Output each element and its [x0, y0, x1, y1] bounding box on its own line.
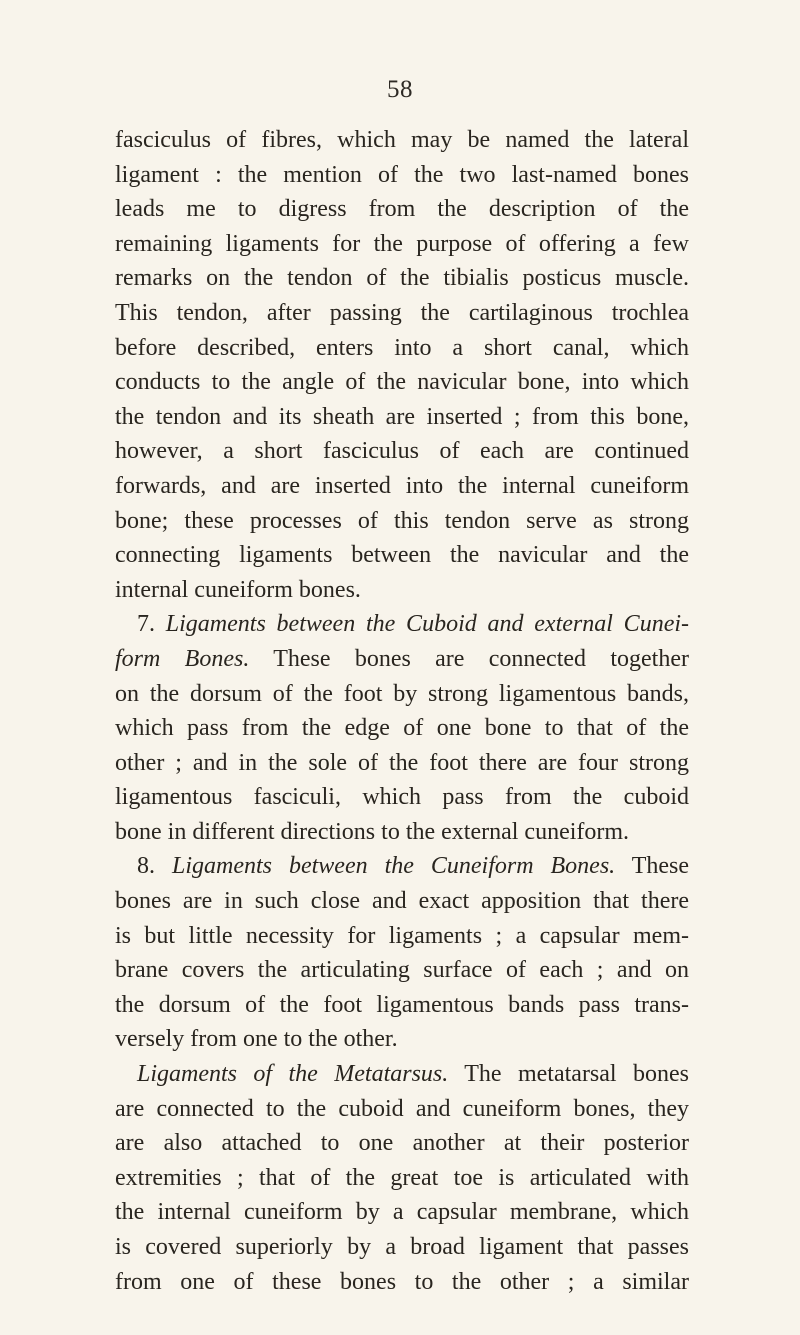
- body-text: [115, 123, 689, 1299]
- section-7-number: 7.: [137, 611, 155, 638]
- text-line: leads me to digress from the description of the: [115, 196, 689, 223]
- section-8-heading-line: [115, 849, 689, 884]
- text-line: bone; these processes of this tendon serve as strong: [115, 507, 689, 534]
- section-9-heading-line: [115, 1057, 689, 1092]
- text-line: forwards, and are inserted into the internal cuneiform: [115, 472, 689, 499]
- text-line: fasciculus of fibres, which may be named the lateral: [115, 127, 689, 153]
- text-line: This tendon, after passing the cartilaginous trochlea: [115, 299, 689, 326]
- text-line: is but little necessity for ligaments ; a capsular mem-: [115, 922, 689, 949]
- page-number: 58: [387, 76, 413, 103]
- section-8-number: 8.: [137, 853, 155, 880]
- section-7-title-cont: form Bones.: [115, 645, 250, 672]
- section-8-text: These: [615, 853, 690, 880]
- section-9-text: The metatarsal bones: [448, 1061, 690, 1088]
- section-7-heading-line: [115, 607, 689, 642]
- text-line: bones are in such close and exact apposition that there: [115, 888, 689, 915]
- section-7-title: Ligaments between the Cuboid and external Cunei-: [165, 611, 690, 638]
- text-line: before described, enters into a short canal, which: [115, 334, 689, 361]
- text-line: on the dorsum of the foot by strong ligamentous bands,: [115, 680, 689, 707]
- text-line: conducts to the angle of the navicular bone, into which: [115, 369, 689, 396]
- text-line: which pass from the edge of one bone to that of the: [115, 715, 689, 742]
- text-line: the internal cuneiform by a capsular membrane, which: [115, 1199, 689, 1226]
- text-line: is covered superiorly by a broad ligament that passes: [115, 1234, 689, 1260]
- text-line: ligamentous fasciculi, which pass from the cuboid: [115, 784, 689, 811]
- text-line: other ; and in the sole of the foot there are four strong: [115, 749, 689, 776]
- section-7-continuation-line: [115, 642, 689, 677]
- text-line: from one of these bones to the other ; a similar: [115, 1268, 689, 1295]
- section-8-title: Ligaments between the Cuneiform Bones.: [171, 853, 616, 880]
- text-line: are connected to the cuboid and cuneiform bones, they: [115, 1095, 689, 1122]
- text-line: internal cuneiform bones.: [115, 576, 361, 603]
- text-line: versely from one to the other.: [115, 1026, 398, 1053]
- text-line: extremities ; that of the great toe is articulated with: [115, 1164, 689, 1191]
- text-line: the tendon and its sheath are inserted ; from this bone,: [115, 403, 689, 430]
- text-line: bone in different directions to the external cuneiform.: [115, 818, 630, 845]
- text-line: connecting ligaments between the navicular and the: [115, 542, 689, 569]
- text-line: remarks on the tendon of the tibialis posticus muscle.: [115, 265, 689, 292]
- text-line: the dorsum of the foot ligamentous bands pass trans-: [115, 991, 689, 1018]
- section-9-title: Ligaments of the Metatarsus.: [137, 1061, 449, 1088]
- text-line: remaining ligaments for the purpose of offering a few: [115, 230, 689, 257]
- text-line: are also attached to one another at their posterior: [115, 1130, 689, 1157]
- text-line: ligament : the mention of the two last-named bones: [115, 161, 689, 188]
- text-line: however, a short fasciculus of each are continued: [115, 438, 689, 465]
- section-7-text: These bones are connected together: [249, 645, 689, 672]
- text-line: brane covers the articulating surface of each ; and on: [115, 957, 689, 984]
